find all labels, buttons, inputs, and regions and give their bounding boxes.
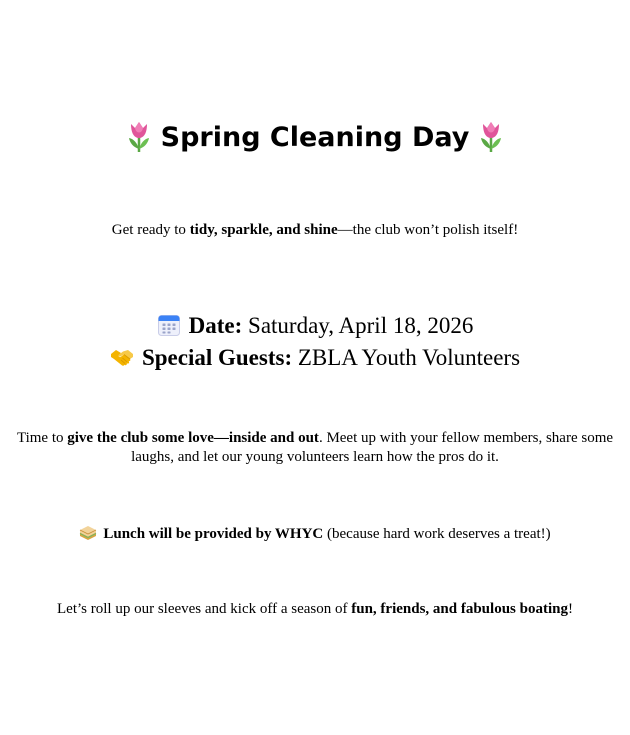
handshake-icon (110, 345, 134, 369)
lunch-bold: Lunch will be provided by WHYC (103, 526, 324, 542)
closing-prefix: Let’s roll up our sleeves and kick off a season of (57, 601, 352, 617)
title-text: Spring Cleaning Day (160, 122, 470, 153)
body-paragraph (0, 429, 630, 467)
closing-suffix: ! (567, 601, 573, 617)
guests-row (0, 342, 630, 374)
intro-paragraph (0, 221, 630, 240)
guests-value: ZBLA Youth Volunteers (292, 345, 521, 370)
closing-bold: fun, friends, and fabulous boating (351, 601, 568, 617)
body-prefix: Time to (16, 430, 68, 446)
intro-bold: tidy, sparkle, and shine (189, 222, 338, 238)
event-details (0, 310, 630, 374)
closing-paragraph (0, 600, 630, 619)
calendar-icon (157, 313, 181, 337)
date-label: Date: (188, 313, 243, 338)
page-title (0, 118, 630, 158)
guests-label: Special Guests: (141, 345, 293, 370)
lunch-suffix: (because hard work deserves a treat!) (323, 526, 551, 542)
date-value: Saturday, April 18, 2026 (242, 313, 474, 338)
date-row (0, 310, 630, 342)
intro-prefix: Get ready to (111, 222, 190, 238)
lunch-paragraph (0, 525, 630, 544)
sandwich-icon (79, 524, 97, 542)
tulip-icon (125, 119, 153, 153)
body-suffix: . Meet up with your fellow members, share some laughs, and let our young volunteers learn how the pros do it. (131, 430, 614, 465)
body-bold: give the club some love—inside and out (67, 430, 319, 446)
intro-suffix: —the club won’t polish itself! (337, 222, 519, 238)
tulip-icon (477, 119, 505, 153)
